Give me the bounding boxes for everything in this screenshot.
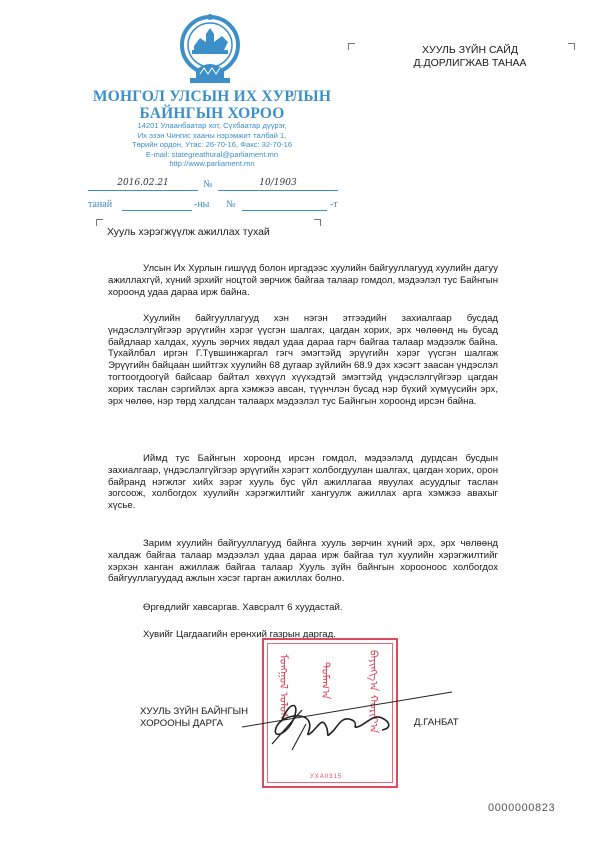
body-paragraph: Хувийг Цагдаагийн ерөнхий газрын даргад. — [143, 629, 336, 640]
document-number-field: 10/1903 — [218, 176, 338, 191]
ny-label: -ны — [194, 199, 210, 210]
t-label: -т — [330, 199, 338, 210]
corner-mark — [314, 219, 321, 226]
body-paragraph: Иймд тус Байнгын хороонд ирсэн гомдол, мэдээлэлд дурдсан бусдын захиалгаар, үндэслэлгүйгээр эрүүгийн хэрэгт холбогдуулан шалгах, цагдан хорих, орон байранд нэгжлэг хийх зэрэг хууль бус үйл ажиллагаа явуулах асуудлыг таслан зогсоож, холбогдох хуулийн хэрэгжилтийг хангуулж ажиллах арга хэмжээ авахыг хүсье. — [108, 453, 498, 512]
date-field: 2016.02.21 — [88, 176, 198, 191]
corner-mark — [568, 43, 575, 50]
organization-name — [86, 88, 338, 122]
stamp-code: УХА0315 — [310, 774, 343, 780]
signatory-title — [140, 706, 248, 730]
subject-line: Хууль хэрэгжүүлж ажиллах тухай — [107, 226, 270, 238]
signatory-title-line1: ХУУЛЬ ЗҮЙН БАЙНГЫН — [140, 706, 249, 717]
email-link[interactable]: E-mail: stategreathural@parliament.mn — [145, 149, 279, 159]
corner-mark — [348, 43, 355, 50]
recipient-name: Д.ДОРЛИГЖАВ ТАНАА — [413, 57, 527, 69]
website-link[interactable]: http://www.parliament.mn — [169, 159, 255, 169]
address-block — [86, 121, 338, 169]
recipient-title: ХУУЛЬ ЗҮЙН САЙД — [422, 44, 518, 56]
recipient-block — [390, 44, 550, 70]
body-paragraph: Хуулийн байгууллагууд хэн нэгэн этгээдийн захиалгаар бусдад үндэслэлгүйгээр эрүүгийн хэрэг үүсгэн шалгах, цагдан хорих, эрх чөлөөнд нь бусад байдлаар халдах, хууль зөрчих явдал удаа дараа гарч байгаа талаар мэдээлж байна. Тухайлбал иргэн Г.Түвшинжаргал гэгч эмэгтэйд эрүүгийн хэрэг үүсгэн шалгаж Эрүүгийн байцаан шийтгэх хуулийн 68 дугаар зүйлийн 68.9 дэх хэсэгт заасан үндэслэл тогтоогдоогүй байсаар байтал хөхүүл хүүхэдтэй эмэгтэйд үндэслэлгүйгээр цагдан хорих таслан сэргийлэх арга хэмжээ авсан, түүнчлэн бусад нэр бүхий хүмүүсийн эрх, эрх чөлөө, нэр төрд халдсан талаарх мэдээлэл тус Байнгын хороонд ирсэн байна. — [108, 313, 498, 407]
address-line: Их эзэн Чингис хааны нэрэмжит талбай 1, — [137, 130, 287, 140]
address-line: 14201 Улаанбаатар хот, Сүхбаатар дүүрэг, — [137, 121, 287, 130]
address-line: Төрийн ордон, Утас: 26-70-16, Факс: 32-70-16 — [131, 140, 293, 150]
number-sign-label-2: № — [226, 199, 236, 210]
org-name-line2: БАЙНГЫН ХОРОО — [139, 105, 285, 122]
stamp-script: ᠮᠣᠩᠭᠣᠯ ᠤᠯᠤᠰ — [277, 654, 290, 721]
stamp-script: ᠪᠠᠶᠢᠩᠭ᠎ᠠ ᠬᠣᠷᠢᠶ᠎ᠠ — [367, 650, 380, 734]
your-number-field — [242, 196, 327, 211]
your-date-field — [122, 196, 192, 211]
body-paragraph: Улсын Их Хурлын гишүүд болон иргэдээс хуулийн байгууллагууд хуулийн дагуу ажиллахгүй, хүний эрхийг ноцтой зөрчиж байгаа талаар гомдол, мэдээлэл тус Байнгын хороонд удаа дараа ирж байна. — [108, 263, 498, 298]
state-emblem-icon — [172, 12, 248, 86]
signatory-title-line2: ХОРООНЫ ДАРГА — [140, 718, 223, 729]
your-label: танай — [88, 199, 113, 210]
org-name-line1: МОНГОЛ УЛСЫН ИХ ХУРЛЫН — [92, 88, 332, 105]
signatory-name: Д.ГАНБАТ — [414, 717, 459, 728]
stamp-script: ᠲᠣᠮᠠᠭ᠎ᠠ — [319, 662, 332, 700]
body-paragraph: Өргөдлийг хавсаргав. Хавсралт 6 хуудастай. — [143, 602, 343, 613]
corner-mark — [96, 219, 103, 226]
page-number: 0000000823 — [488, 802, 556, 814]
body-paragraph: Зарим хуулийн байгууллагууд байнга хууль зөрчин хүний эрх, эрх чөлөөнд халдаж байгаа талаар мэдээлэл удаа дараа ирж байгаа тул хуулийн хэрэгжилтийг хэрхэн ханган ажиллаж байгаа талаар Хууль зүйн байнгын хорооноос холбогдох байгууллагуудад ажлын хэсэг гарган ажиллах болно. — [108, 538, 498, 585]
number-sign-label: № — [203, 179, 213, 190]
